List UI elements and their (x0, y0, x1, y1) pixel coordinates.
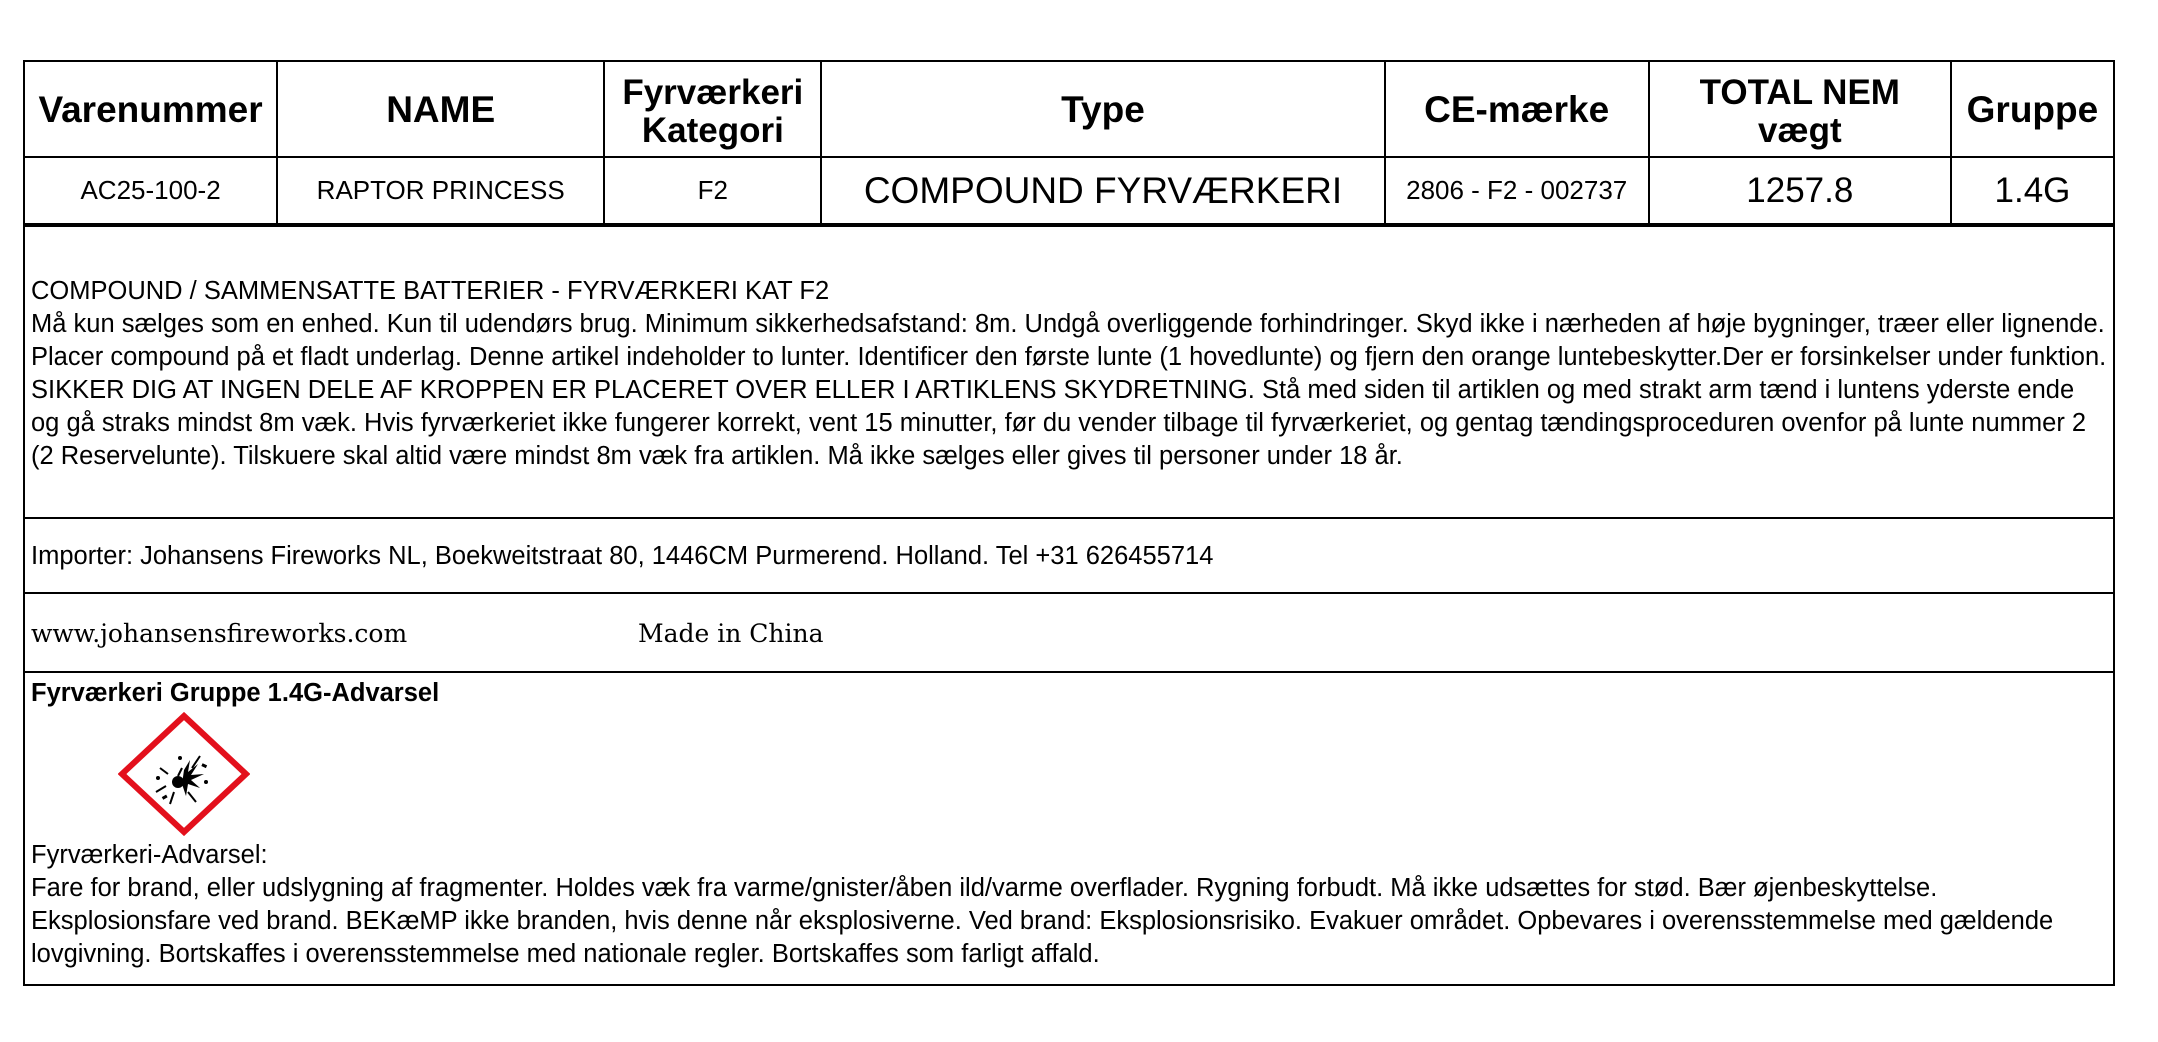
website-text: www.johansensfireworks.com (31, 619, 408, 648)
header-gruppe: Gruppe (1951, 62, 2113, 157)
warning-body (31, 839, 2107, 971)
warning-subtitle: Fyrværkeri-Advarsel: (31, 841, 268, 869)
warning-title: Fyrværkeri Gruppe 1.4G-Advarsel (31, 679, 440, 707)
cell-kategori: F2 (604, 157, 821, 224)
importer-line: Importer: Johansens Fireworks NL, Boekweitstraat 80, 1446CM Purmerend. Holland. Tel +31 626455714 (25, 517, 2113, 592)
warning-section (25, 671, 2113, 984)
header-nem-line2: vægt (1758, 111, 1842, 150)
header-nem-line1: TOTAL NEM (1699, 73, 1900, 112)
header-varenummer: Varenummer (25, 62, 277, 157)
cell-nem: 1257.8 (1649, 157, 1951, 224)
cell-ce: 2806 - F2 - 002737 (1385, 157, 1649, 224)
description-section (25, 225, 2113, 517)
origin-text: Made in China (638, 619, 824, 648)
cell-name: RAPTOR PRINCESS (277, 157, 604, 224)
warning-text: Fare for brand, eller udslygning af fragmenter. Holdes væk fra varme/gnister/åben ild/varme overflader. Rygning forbudt. Må ikke udsættes for stød. Bær øjenbeskyttelse. Eksplosionsfare ved brand. BEKæMP ikke branden, hvis denne når eksplosiverne. Ved brand: Eksplosionsrisiko. Evakuer området. Opbevares i overensstemmelse med gældende lovgivning. Bortskaffes i overensstemmelse med nationale regler. Bortskaffes som farligt affald. (31, 874, 2054, 968)
cell-varenummer: AC25-100-2 (25, 157, 277, 224)
table-header-row (25, 62, 2113, 157)
header-kategori-line1: Fyrværkeri (622, 73, 804, 112)
description-body: Må kun sælges som en enhed. Kun til udendørs brug. Minimum sikkerhedsafstand: 8m. Undgå overliggende forhindringer. Skyd ikke i nærheden af høje bygninger, træer eller lignende. Placer compound på et fladt underlag. Denne artikel indeholder to lunter. Identificer den første lunte (1 hovedlunte) og fjern den orange luntebeskytter.Der er forsinkelser under funktion. SIKKER DIG AT INGEN DELE AF KROPPEN ER PLACERET OVER ELLER I ARTIKLENS SKYDRETNING. Stå med siden til artiklen og med strakt arm tænd i luntens yderste ende og gå straks mindst 8m væk. Hvis fyrværkeriet ikke fungerer korrekt, vent 15 minutter, før du vender tilbage til fyrværkeriet, og gentag tændingsproceduren ovenfor på lunte nummer 2 (2 Reservelunte). Tilskuere skal altid være mindst 8m væk fra artiklen. Må ikke sælges eller gives til personer under 18 år. (31, 310, 2107, 470)
website-origin-line (25, 592, 2113, 671)
header-type: Type (821, 62, 1384, 157)
product-info-table (25, 62, 2113, 225)
header-name: NAME (277, 62, 604, 157)
header-nem (1649, 62, 1951, 157)
header-kategori-line2: Kategori (641, 111, 784, 150)
description-heading: COMPOUND / SAMMENSATTE BATTERIER - FYRVÆRKERI KAT F2 (31, 277, 830, 305)
ghs-explosive-icon (118, 712, 250, 836)
table-row (25, 157, 2113, 224)
cell-gruppe: 1.4G (1951, 157, 2113, 224)
header-ce: CE-mærke (1385, 62, 1649, 157)
product-label (23, 60, 2115, 986)
header-kategori (604, 62, 821, 157)
cell-type: COMPOUND FYRVÆRKERI (821, 157, 1384, 224)
